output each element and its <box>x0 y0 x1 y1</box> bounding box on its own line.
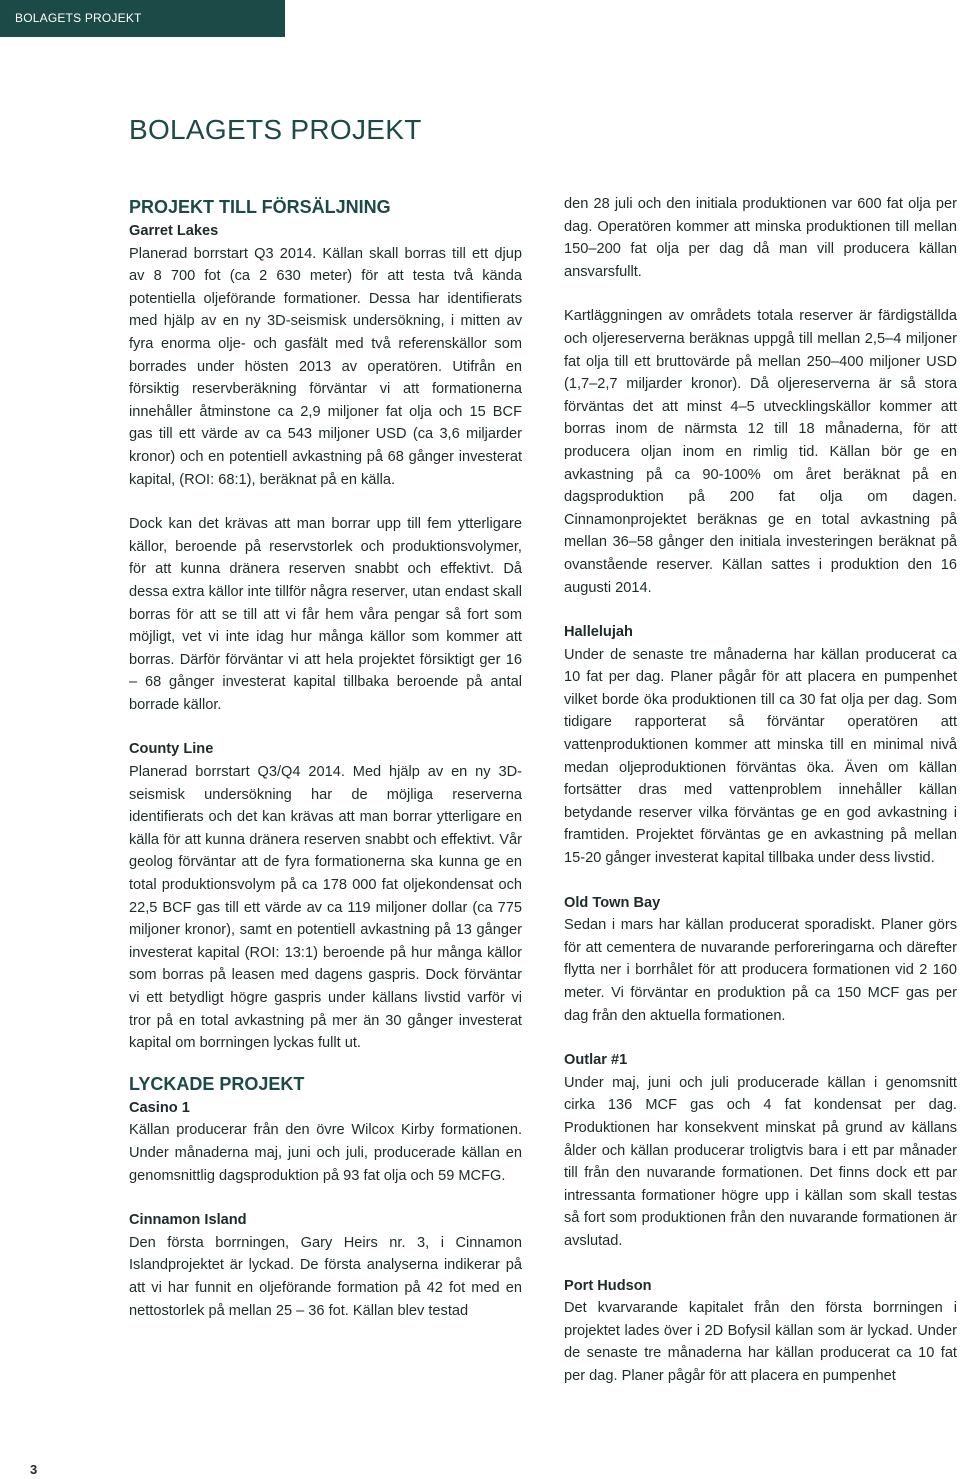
casino-1-paragraph: Källan producerar från den övre Wilcox Kirby formationen. Under månaderna maj, juni och juli, producerade källan en genomsnittlig dagsproduktion på 93 fat olja och 59 MCFG. <box>129 1122 522 1184</box>
project-title-county-line: County Line <box>129 741 214 758</box>
cinnamon-island-continued-1: den 28 juli och den initiala produktionen var 600 fat olja per dag. Operatören kommer att minska produktionen till mellan 150–200 fat olja per dag då man vill producera källan ansvarsfullt. <box>564 196 957 280</box>
project-title-hallelujah: Hallelujah <box>564 624 633 641</box>
project-title-casino-1: Casino 1 <box>129 1099 190 1116</box>
section-title-successful: LYCKADE PROJEKT <box>129 1073 305 1094</box>
outlar-1-paragraph: Under maj, juni och juli producerade källan i genomsnitt cirka 136 MCF gas och 4 fat kondensat per dag. Produktionen har konsekvent minskat på grund av källans ålder och källan producerar troligtvis bara i ett par månader till från den nuvarande formationen. Det finns dock ett par intressanta formationer högre upp i källan som skall testas så fort som produktionen från den nuvarande formationen är avslutad. <box>564 1074 957 1249</box>
header-tab: BOLAGETS PROJEKT <box>0 0 285 37</box>
old-town-bay-paragraph: Sedan i mars har källan producerat sporadiskt. Planer görs för att cementera de nuvarande perforeringarna och därefter flytta ner i borrhålet för att producera formationen vid 2 160 meter. Vi förväntar en produktion på ca 150 MCF gas per dag från den aktuella formationen. <box>564 917 957 1024</box>
hallelujah-paragraph: Under de senaste tre månaderna har källan producerat ca 10 fat per dag. Planer pågår för att placera en pumpenhet vilket borde öka produktionen till ca 30 fat olja per dag. Som tidigare rapporterat så förväntar operatören att vattenproduktionen kommer att minska till en minimal nivå medan oljeproduktionen förväntas öka. Även om källan fortsätter dras med vattenproblem innehåller källan betydande reserver vilka förväntas ge en god avkastning i framtiden. Projektet förväntas ge en avkastning på mellan 15-20 gånger investerat kapital tillbaka under dess livstid. <box>564 646 957 867</box>
page-title: BOLAGETS PROJEKT <box>129 114 422 145</box>
left-column <box>129 194 522 1322</box>
page-number: 3 <box>30 1462 38 1477</box>
section-title-for-sale: PROJEKT TILL FÖRSÄLJNING <box>129 197 391 217</box>
cinnamon-island-continued-2: Kartläggningen av områdets totala reserver är färdigställda och oljereserverna beräknas uppgå till mellan 2,5–4 miljoner fat olja till ett bruttovärde på mellan 250–400 miljoner USD (1,7–2,7 miljarder kronor). Då oljereserverna är så stora förväntas det att minst 4–5 utvecklingskällor kommer att borras inom de närmsta 12 till 18 månaderna, för att producera oljan inom en rimlig tid. Källan bör ge en avkastning på ca 90-100% om året beräknat på en dagsproduktion på 200 fat olja om dagen. Cinnamonprojektet beräknas ge en total avkastning på mellan 36–58 gånger den initiala investeringen beräknat på ovanstående reserver. Källan sattes i produktion den 16 augusti 2014. <box>564 308 957 596</box>
garret-lakes-paragraph-1: Planerad borrstart Q3 2014. Källan skall borras till ett djup av 8 700 fot (ca 2 630 meter) för att testa två kända potentiella oljeförande formationer. Dessa har identifierats med hjälp av en ny 3D-seismisk undersökning, i mitten av fyra enorma olje- och gasfält med två referenskällor som borrades under hösten 2013 av operatören. Utifrån en försiktig reservberäkning förväntar vi att formationerna innehåller åtminstone ca 2,9 miljoner fat olja och 15 BCF gas till ett värde av ca 543 miljoner USD (ca 3,6 miljarder kronor) och en potentiell avkastning på 68 gånger investerat kapital, (ROI: 68:1), beräknat på en källa. <box>129 245 522 488</box>
cinnamon-island-paragraph: Den första borrningen, Gary Heirs nr. 3, i Cinnamon Islandprojektet är lyckad. De första analyserna indikerar på att vi har funnit en oljeförande formation på 42 fot med en nettostorlek på mellan 25 – 36 fot. Källan blev testad <box>129 1234 522 1319</box>
project-title-cinnamon-island: Cinnamon Island <box>129 1212 247 1229</box>
port-hudson-paragraph: Det kvarvarande kapitalet från den första borrningen i projektet lades över i 2D Bofysil källan som är lyckad. Under de senaste tre månaderna har källan producerat ca 10 fat per dag. Planer pågår för att placera en pumpenhet <box>564 1300 957 1384</box>
project-title-old-town-bay: Old Town Bay <box>564 894 661 911</box>
garret-lakes-paragraph-2: Dock kan det krävas att man borrar upp till fem ytterligare källor, beroende på reservstorlek och produktionsvolymer, för att kunna dränera reserven snabbt och effektivt. Då dessa extra källor inte tillför några reserver, utan endast skall borras för att se till att vi får hem våra pengar så fort som möjligt, vet vi inte idag hur många källor som kommer att borras. Därför förväntar vi att hela projektet försiktigt ger 16 – 68 gånger investerat kapital tillbaka beroende på antal borrade källor. <box>129 516 522 713</box>
project-title-garret-lakes: Garret Lakes <box>129 223 219 239</box>
right-column <box>564 193 957 1388</box>
project-title-outlar-1: Outlar #1 <box>564 1052 628 1069</box>
county-line-paragraph: Planerad borrstart Q3/Q4 2014. Med hjälp av en ny 3D-seismisk undersökning har de möjliga reserverna identifierats och det kan krävas att man borrar ytterligare en källa för att kunna dränera reserven snabbt och effektivt. Vår geolog förväntar att de fyra formationerna ska kunna ge en total produktionsvolym på ca 178 000 fat oljekondensat och 22,5 BCF gas till ett värde av ca 119 miljoner dollar (ca 775 miljoner kronor), samt en potentiell avkastning på 13 gånger investerat kapital (ROI: 13:1) beroende på hur många källor som borras på leasen med dagens gaspris. Dock förväntar vi ett betydligt högre gaspris under källans livstid varför vi tror på en total avkastning på mer än 30 gånger investerat kapital om borrningen lyckas fullt ut. <box>129 764 522 1052</box>
project-title-port-hudson: Port Hudson <box>564 1277 652 1294</box>
